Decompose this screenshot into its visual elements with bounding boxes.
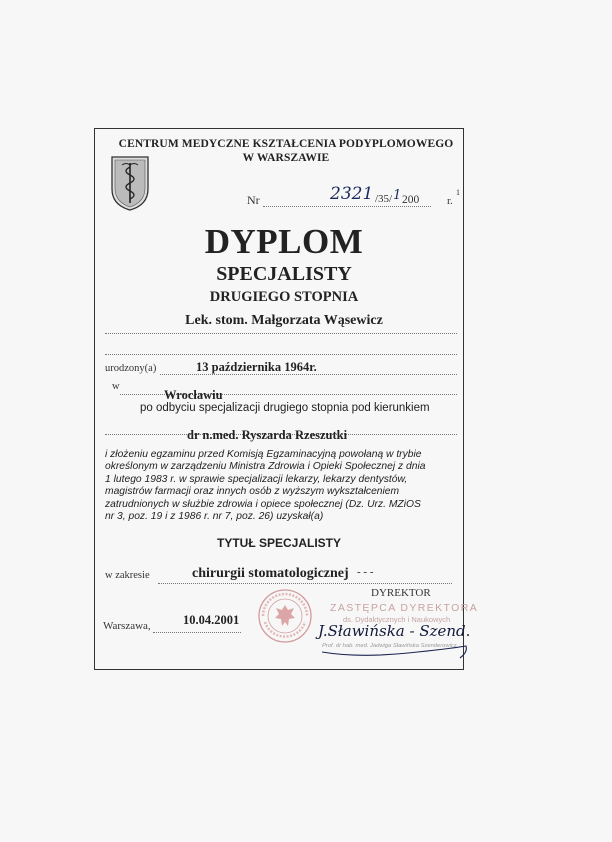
- supervisor-name: dr n.med. Ryszarda Rzeszutki: [187, 428, 348, 442]
- birth-label: urodzony(a): [105, 363, 157, 374]
- place-label: Warszawa,: [103, 620, 151, 632]
- number-label: Nr: [247, 193, 260, 207]
- director-signature: J.Sławińska - Szend.: [318, 622, 471, 640]
- signature-flourish-icon: [318, 632, 468, 660]
- birth-date: 13 października 1964r.: [196, 360, 317, 374]
- diploma-title: DYPLOM: [204, 222, 364, 261]
- stamp-line1: ZASTĘPCA DYREKTORA: [330, 602, 479, 614]
- number-superscript: 1: [456, 188, 460, 197]
- stamp-line3: Prof. dr hab. med. Jadwiga Sławińska Szenderowicz: [322, 643, 457, 649]
- number-year-prefix: 200: [402, 194, 420, 206]
- institution-name-line1: CENTRUM MEDYCZNE KSZTAŁCENIA PODYPLOMOWEGO: [118, 138, 454, 150]
- issue-date: 10.04.2001: [183, 613, 240, 627]
- field-value: chirurgii stomatologicznej: [192, 566, 349, 581]
- blank-dotted-line: [105, 343, 457, 355]
- number-handwritten: 2321: [330, 184, 374, 204]
- number-r-label: r.: [447, 195, 453, 207]
- supervision-line: po odbyciu specjalizacji drugiego stopnia pod kierunkiem: [140, 402, 430, 414]
- paragraph-line: 1 lutego 1983 r. w sprawie specjalizacji lekarzy, lekarzy dentystów,: [105, 473, 408, 485]
- title-awarded: TYTUŁ SPECJALISTY: [216, 536, 341, 550]
- birth-place-label: w: [112, 381, 120, 392]
- recipient-name: Lek. stom. Małgorzata Wąsewicz: [185, 313, 383, 328]
- legal-paragraph: [105, 449, 465, 523]
- paragraph-line: i złożeniu egzaminu przed Komisją Egzaminacyjną powołaną w trybie: [105, 449, 422, 460]
- birth-place: Wrocławiu: [164, 388, 223, 402]
- director-label: DYREKTOR: [371, 587, 431, 599]
- field-label: w zakresie: [105, 570, 150, 581]
- paragraph-line: magistrów farmacji oraz innych osób z wyższym wykształceniem: [105, 486, 400, 498]
- paragraph-line: nr 3, poz. 19 i z 1986 r. nr 7, poz. 26) uzyskał(a): [105, 511, 324, 523]
- diploma-subtitle: SPECJALISTY: [216, 263, 352, 285]
- number-suffix: /35/: [375, 193, 393, 205]
- number-year-handwritten: 1: [393, 188, 402, 203]
- diploma-degree: DRUGIEGO STOPNIA: [209, 289, 359, 305]
- paragraph-line: określonym w zarządzeniu Ministra Zdrowia i Opieki Społecznej z dnia: [105, 461, 426, 473]
- caduceus-shield-icon: [110, 155, 150, 211]
- paragraph-line: zatrudnionych w służbie zdrowia i opiece społecznej (Dz. Urz. MZiOS: [105, 498, 421, 510]
- recipient-dotted-line: [105, 322, 457, 334]
- field-dashes: - - -: [357, 566, 374, 578]
- institution-name-line2: W WARSZAWIE: [242, 152, 330, 164]
- round-seal-eagle-icon: [257, 588, 313, 644]
- stamp-line2: ds. Dydaktycznych i Naukowych: [343, 615, 451, 624]
